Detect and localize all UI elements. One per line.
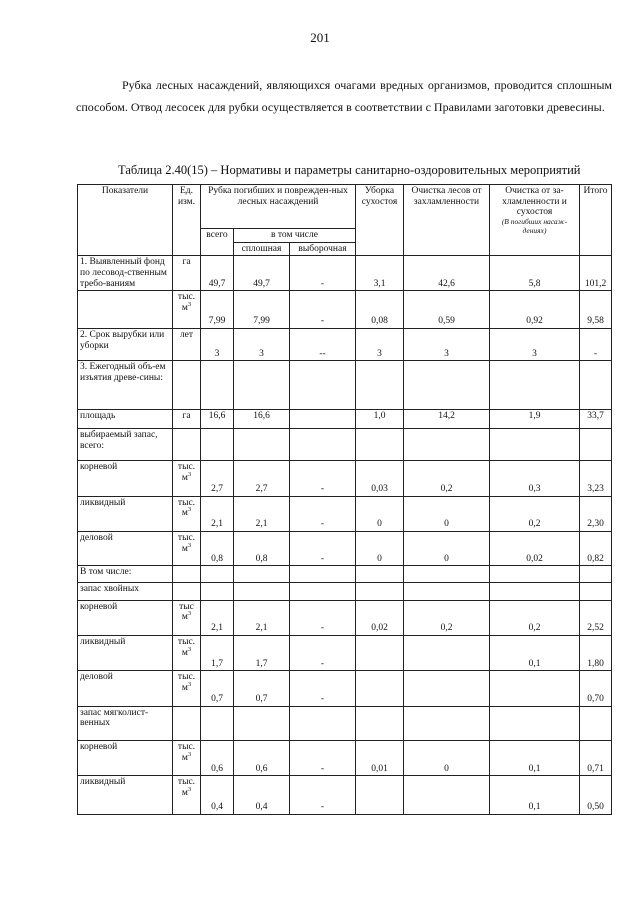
unit-text: тыс м xyxy=(179,601,194,623)
table-cell: 14,2 xyxy=(404,409,490,428)
header-total: Итого xyxy=(580,185,612,256)
unit-superscript: 3 xyxy=(187,506,192,514)
table-cell xyxy=(234,706,290,740)
header-selective: выборочная xyxy=(290,242,356,256)
row-label: выбираемый запас, всего: xyxy=(78,428,173,460)
table-cell xyxy=(490,361,580,410)
unit-text: га xyxy=(182,410,191,421)
table-cell: 3,23 xyxy=(580,461,612,496)
table-caption: Таблица 2.40(15) – Нормативы и параметры санитарно-оздоровительных мероприятий xyxy=(118,163,581,177)
table-cell: - xyxy=(290,671,356,706)
unit-text: тыс. м xyxy=(177,777,196,799)
table-cell: - xyxy=(290,741,356,776)
table-cell xyxy=(404,361,490,410)
header-felling: Рубка погибших и поврежден-ных лесных насаждений xyxy=(201,185,356,229)
table-cell xyxy=(404,776,490,815)
table-cell: 0 xyxy=(356,496,404,531)
table-cell: 0,50 xyxy=(580,776,612,815)
table-cell xyxy=(404,583,490,600)
table-row xyxy=(78,461,612,496)
table-cell xyxy=(356,583,404,600)
unit-superscript: 3 xyxy=(187,610,192,618)
table-cell xyxy=(234,428,290,460)
row-label: ликвидный xyxy=(78,636,173,671)
table-cell xyxy=(404,566,490,583)
table-cell xyxy=(356,776,404,815)
table-cell xyxy=(490,583,580,600)
table-cell: 7,99 xyxy=(201,291,234,328)
table-row xyxy=(78,671,612,706)
unit-superscript: 3 xyxy=(187,680,192,688)
table-cell: 0,1 xyxy=(490,776,580,815)
row-label: ликвидный xyxy=(78,776,173,815)
table-cell: 5,8 xyxy=(490,256,580,291)
table-cell xyxy=(234,583,290,600)
table-cell: 0,92 xyxy=(490,291,580,328)
row-unit xyxy=(173,531,201,565)
table-cell: 16,6 xyxy=(234,409,290,428)
row-unit xyxy=(173,566,201,583)
table-cell xyxy=(201,566,234,583)
unit-text: тыс. м xyxy=(177,462,196,483)
table-cell: 101,2 xyxy=(580,256,612,291)
table-row xyxy=(78,291,612,328)
table-cell: - xyxy=(290,496,356,531)
table-row xyxy=(78,496,612,531)
table-cell: 3 xyxy=(356,328,404,360)
table-cell: 0,2 xyxy=(490,496,580,531)
header-clearing-dead-label: Очистка от за-хламленности и сухостоя xyxy=(502,186,567,218)
table-cell: 2,7 xyxy=(234,461,290,496)
row-label: корневой xyxy=(78,461,173,496)
table-cell: 33,7 xyxy=(580,409,612,428)
table-row xyxy=(78,531,612,565)
table-cell: - xyxy=(290,600,356,635)
table-cell: 0,8 xyxy=(201,531,234,565)
table-cell xyxy=(356,428,404,460)
row-unit xyxy=(173,409,201,428)
table-row xyxy=(78,600,612,635)
table-body xyxy=(78,256,612,815)
row-unit xyxy=(173,291,201,328)
table-cell xyxy=(290,566,356,583)
table-row xyxy=(78,566,612,583)
table-cell: 7,99 xyxy=(234,291,290,328)
sanitary-measures-table xyxy=(77,184,612,815)
unit-superscript: 3 xyxy=(187,300,192,308)
table-cell xyxy=(290,706,356,740)
table-cell xyxy=(356,566,404,583)
row-unit xyxy=(173,461,201,496)
row-unit xyxy=(173,706,201,740)
table-cell: 0,1 xyxy=(490,636,580,671)
table-cell xyxy=(580,428,612,460)
table-cell: 0,03 xyxy=(356,461,404,496)
table-cell: 3 xyxy=(201,328,234,360)
table-cell: 0 xyxy=(404,741,490,776)
table-cell xyxy=(490,428,580,460)
header-deadwood: Уборка сухостоя xyxy=(356,185,404,256)
unit-text: тыс. м xyxy=(177,497,196,519)
table-cell: 2,1 xyxy=(201,496,234,531)
unit-text: тыс. м xyxy=(177,672,196,693)
table-cell: 2,1 xyxy=(201,600,234,635)
table-cell xyxy=(404,428,490,460)
table-cell xyxy=(290,428,356,460)
table-cell: 0,6 xyxy=(201,741,234,776)
row-label: 3. Ежегодный объ-ем изъятия древе-сины: xyxy=(78,361,173,410)
header-including: в том числе xyxy=(234,229,356,243)
header-clear: сплошная xyxy=(234,242,290,256)
table-cell: 0,2 xyxy=(404,600,490,635)
table-cell xyxy=(404,706,490,740)
unit-superscript: 3 xyxy=(187,541,192,549)
table-cell: 0 xyxy=(404,496,490,531)
header-unit: Ед. изм. xyxy=(173,185,201,256)
table-cell: 0,4 xyxy=(201,776,234,815)
table-cell xyxy=(580,583,612,600)
row-unit xyxy=(173,328,201,360)
table-row xyxy=(78,706,612,740)
table-row xyxy=(78,741,612,776)
table-cell xyxy=(234,566,290,583)
table-cell: - xyxy=(580,328,612,360)
table-cell: 1,7 xyxy=(234,636,290,671)
unit-superscript: 3 xyxy=(187,785,192,793)
table-cell: 0,8 xyxy=(234,531,290,565)
row-unit xyxy=(173,671,201,706)
table-cell: 2,1 xyxy=(234,600,290,635)
header-clearing: Очистка лесов от захламленности xyxy=(404,185,490,256)
table-cell xyxy=(580,566,612,583)
table-cell xyxy=(580,706,612,740)
row-unit xyxy=(173,741,201,776)
table-cell: 3 xyxy=(490,328,580,360)
table-row xyxy=(78,361,612,410)
table-row xyxy=(78,328,612,360)
row-unit xyxy=(173,428,201,460)
unit-superscript: 3 xyxy=(187,645,192,653)
table-cell: 0,71 xyxy=(580,741,612,776)
header-clearing-dead xyxy=(490,185,580,256)
row-label: площадь xyxy=(78,409,173,428)
table-cell xyxy=(201,583,234,600)
table-cell: 49,7 xyxy=(234,256,290,291)
table-cell xyxy=(290,409,356,428)
table-cell xyxy=(404,671,490,706)
unit-superscript: 3 xyxy=(187,470,192,478)
table-row xyxy=(78,409,612,428)
table-cell: 0 xyxy=(404,531,490,565)
table-cell xyxy=(404,636,490,671)
row-label: деловой xyxy=(78,531,173,565)
row-label: запас хвойных xyxy=(78,583,173,600)
table-cell xyxy=(201,706,234,740)
table-cell: - xyxy=(290,636,356,671)
table-cell: 0 xyxy=(356,531,404,565)
unit-text: тыс. м xyxy=(177,292,196,314)
table-cell: 1,7 xyxy=(201,636,234,671)
table-cell xyxy=(580,361,612,410)
intro-paragraph: Рубка лесных насаждений, являющихся очагами вредных организмов, проводится сплошным способом. Отвод лесосек для рубки осуществляется в соответствии с Правилами заготовки древесины. xyxy=(76,78,612,114)
table-cell: - xyxy=(290,291,356,328)
row-label: 1. Выявленный фонд по лесовод-ственным требо-ваниям xyxy=(78,256,173,291)
table-cell: 0,2 xyxy=(404,461,490,496)
row-label: корневой xyxy=(78,741,173,776)
table-cell: -- xyxy=(290,328,356,360)
table-cell: - xyxy=(290,776,356,815)
table-cell xyxy=(356,361,404,410)
table-cell: 3 xyxy=(404,328,490,360)
table-cell: 1,0 xyxy=(356,409,404,428)
table-cell: 2,52 xyxy=(580,600,612,635)
table-cell xyxy=(201,361,234,410)
header-clearing-note: (В погибших насаж-дениях) xyxy=(501,216,568,235)
table-cell: - xyxy=(290,256,356,291)
page-number: 201 xyxy=(310,30,330,45)
row-unit xyxy=(173,583,201,600)
table-cell: 1,80 xyxy=(580,636,612,671)
table-cell: 0,70 xyxy=(580,671,612,706)
table-cell: 49,7 xyxy=(201,256,234,291)
table-cell: 0,59 xyxy=(404,291,490,328)
unit-text: тыс. м xyxy=(177,742,196,763)
unit-text: лет xyxy=(179,329,194,340)
table-cell: 3,1 xyxy=(356,256,404,291)
table-cell xyxy=(201,428,234,460)
table-cell: 16,6 xyxy=(201,409,234,428)
row-unit xyxy=(173,256,201,291)
table-row xyxy=(78,776,612,815)
table-cell: 2,7 xyxy=(201,461,234,496)
header-felling-total: всего xyxy=(201,229,234,256)
table-cell: 0,08 xyxy=(356,291,404,328)
unit-text: тыс. м xyxy=(177,532,196,554)
table-cell xyxy=(290,583,356,600)
table-cell: 9,58 xyxy=(580,291,612,328)
table-cell: 0,82 xyxy=(580,531,612,565)
table-row xyxy=(78,583,612,600)
row-label xyxy=(78,291,173,328)
unit-text: тыс. м xyxy=(177,637,196,658)
table-cell: 0,7 xyxy=(234,671,290,706)
table-cell: - xyxy=(290,461,356,496)
table-cell: 2,30 xyxy=(580,496,612,531)
table-cell xyxy=(490,566,580,583)
table-cell: 0,2 xyxy=(490,600,580,635)
table-row xyxy=(78,636,612,671)
row-label: деловой xyxy=(78,671,173,706)
row-unit xyxy=(173,361,201,410)
row-label: запас мягколист-венных xyxy=(78,706,173,740)
table-cell: 0,4 xyxy=(234,776,290,815)
table-cell: 0,3 xyxy=(490,461,580,496)
row-label: В том числе: xyxy=(78,566,173,583)
unit-text: га xyxy=(182,257,191,268)
row-unit xyxy=(173,636,201,671)
table-cell: 0,02 xyxy=(356,600,404,635)
table-cell xyxy=(490,671,580,706)
row-unit xyxy=(173,776,201,815)
table-cell: 0,1 xyxy=(490,741,580,776)
table-cell: - xyxy=(290,531,356,565)
table-cell: 0,02 xyxy=(490,531,580,565)
table-cell: 3 xyxy=(234,328,290,360)
table-cell xyxy=(490,706,580,740)
row-unit xyxy=(173,496,201,531)
unit-superscript: 3 xyxy=(187,750,192,758)
table-cell xyxy=(356,636,404,671)
table-cell xyxy=(356,671,404,706)
row-label: 2. Срок вырубки или уборки xyxy=(78,328,173,360)
table-cell xyxy=(290,361,356,410)
table-row xyxy=(78,256,612,291)
table-cell xyxy=(234,361,290,410)
row-label: корневой xyxy=(78,600,173,635)
header-indicators: Показатели xyxy=(78,185,173,256)
table-cell: 2,1 xyxy=(234,496,290,531)
table-cell xyxy=(356,706,404,740)
table-cell: 1,9 xyxy=(490,409,580,428)
table-cell: 0,01 xyxy=(356,741,404,776)
row-unit xyxy=(173,600,201,635)
table-cell: 0,6 xyxy=(234,741,290,776)
table-cell: 42,6 xyxy=(404,256,490,291)
table-cell: 0,7 xyxy=(201,671,234,706)
table-row xyxy=(78,428,612,460)
row-label: ликвидный xyxy=(78,496,173,531)
